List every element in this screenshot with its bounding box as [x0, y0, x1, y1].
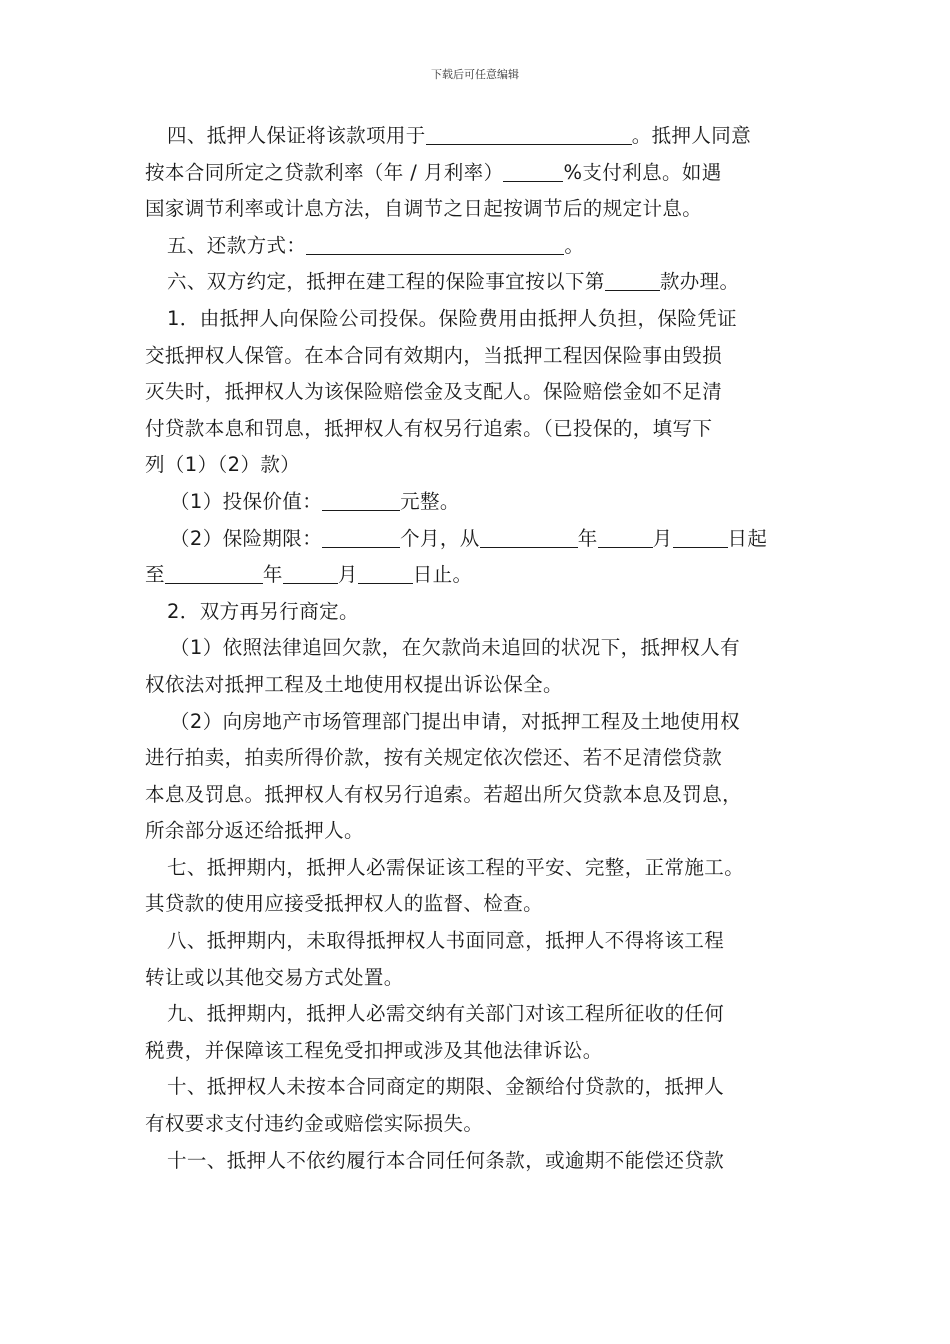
- clause-10-line-2: 有权要求支付违约金或赔偿实际损失。: [145, 1112, 484, 1136]
- item-2: 2．双方再另行商定。: [167, 599, 359, 623]
- blank-months[interactable]: [322, 525, 400, 548]
- sub-item-text: 个月，从: [400, 526, 480, 550]
- clause-4-line-1: [145, 118, 810, 155]
- blank-interest-rate[interactable]: [503, 159, 563, 182]
- remedy-2-line-1: （2）向房地产市场管理部门提出申请，对抵押工程及土地使用权: [170, 709, 741, 733]
- clause-5: [145, 228, 810, 265]
- sub-item-text: 日起: [727, 526, 768, 550]
- header-note: 下载后可任意编辑: [431, 68, 519, 81]
- clause-4-text: %支付利息。如遇: [563, 160, 722, 184]
- blank-loan-purpose[interactable]: [426, 122, 632, 145]
- clause-4-text: 按本合同所定之贷款利率（年 / 月利率）: [145, 160, 504, 184]
- clause-10-line-1: 十、抵押权人未按本合同商定的期限、金额给付贷款的，抵押人: [167, 1075, 725, 1099]
- blank-insured-value[interactable]: [322, 488, 400, 511]
- sub-item-insurance-period: [145, 521, 810, 558]
- blank-start-year[interactable]: [480, 525, 578, 548]
- clause-11-line-1: 十一、抵押人不依约履行本合同任何条款，或逾期不能偿还贷款: [167, 1148, 725, 1172]
- blank-repayment-method[interactable]: [306, 232, 564, 255]
- clause-5-text: 。: [564, 233, 585, 257]
- clause-4-line-3: 国家调节利率或计息方法，自调节之日起按调节后的规定计息。: [145, 197, 703, 221]
- clause-8-line-1: 八、抵押期内，未取得抵押权人书面同意，抵押人不得将该工程: [167, 929, 725, 953]
- remedy-1-line-2: 权依法对抵押工程及土地使用权提出诉讼保全。: [145, 672, 563, 696]
- sub-item-text: 月: [337, 563, 358, 587]
- clause-9-line-1: 九、抵押期内，抵押人必需交纳有关部门对该工程所征收的任何: [167, 1002, 725, 1026]
- sub-item-insured-value: [145, 484, 810, 521]
- blank-end-day[interactable]: [358, 561, 413, 584]
- blank-start-day[interactable]: [673, 525, 728, 548]
- item-1-line-4: 付贷款本息和罚息，抵押权人有权另行追索。（已投保的，填写下: [145, 416, 713, 440]
- contract-body: [145, 118, 810, 1179]
- item-1-line-3: 灭失时，抵押权人为该保险赔偿金及支配人。保险赔偿金如不足清: [145, 380, 723, 404]
- item-1-line-2: 交抵押权人保管。在本合同有效期内，当抵押工程因保险事由毁损: [145, 343, 723, 367]
- clause-8-line-2: 转让或以其他交易方式处置。: [145, 965, 404, 989]
- clause-6-text: 款办理。: [659, 270, 740, 294]
- remedy-2-line-2: 进行拍卖，拍卖所得价款，按有关规定依次偿还、若不足清偿贷款: [145, 746, 723, 770]
- clause-4-text: 。抵押人同意: [631, 124, 752, 147]
- sub-item-text: 月: [652, 526, 673, 550]
- clause-7-line-2: 其贷款的使用应接受抵押权人的监督、检查。: [145, 892, 544, 916]
- blank-end-month[interactable]: [283, 561, 338, 584]
- clause-4-text: 四、抵押人保证将该款项用于: [167, 124, 426, 147]
- sub-item-text: 日止。: [412, 563, 473, 587]
- item-1-line-5: 列（1）（2）款）: [145, 453, 301, 477]
- sub-item-text: （1）投保价值：: [170, 489, 323, 513]
- sub-item-text: 年: [262, 563, 283, 587]
- remedy-2-line-4: 所余部分返还给抵押人。: [145, 819, 364, 843]
- clause-9-line-2: 税费，并保障该工程免受扣押或涉及其他法律诉讼。: [145, 1038, 603, 1062]
- clause-4-line-2: [145, 155, 810, 192]
- clause-7-line-1: 七、抵押期内，抵押人必需保证该工程的平安、完整，正常施工。: [167, 855, 745, 879]
- sub-item-text: 元整。: [400, 489, 460, 513]
- clause-5-text: 五、还款方式：: [167, 233, 307, 257]
- blank-end-year[interactable]: [165, 561, 263, 584]
- item-1-line-1: 1．由抵押人向保险公司投保。保险费用由抵押人负担，保险凭证: [167, 306, 738, 330]
- remedy-2-line-3: 本息及罚息。抵押权人有权另行追索。若超出所欠贷款本息及罚息，: [145, 782, 743, 806]
- blank-option-number[interactable]: [605, 268, 660, 291]
- sub-item-text: （2）保险期限：: [170, 526, 323, 550]
- sub-item-text: 至: [145, 563, 165, 587]
- clause-6: [145, 264, 810, 301]
- remedy-1-line-1: （1）依照法律追回欠款，在欠款尚未追回的状况下，抵押权人有: [170, 636, 741, 660]
- blank-start-month[interactable]: [598, 525, 653, 548]
- sub-item-insurance-period-end: [145, 557, 810, 594]
- sub-item-text: 年: [577, 526, 598, 550]
- clause-6-text: 六、双方约定，抵押在建工程的保险事宜按以下第: [167, 270, 605, 294]
